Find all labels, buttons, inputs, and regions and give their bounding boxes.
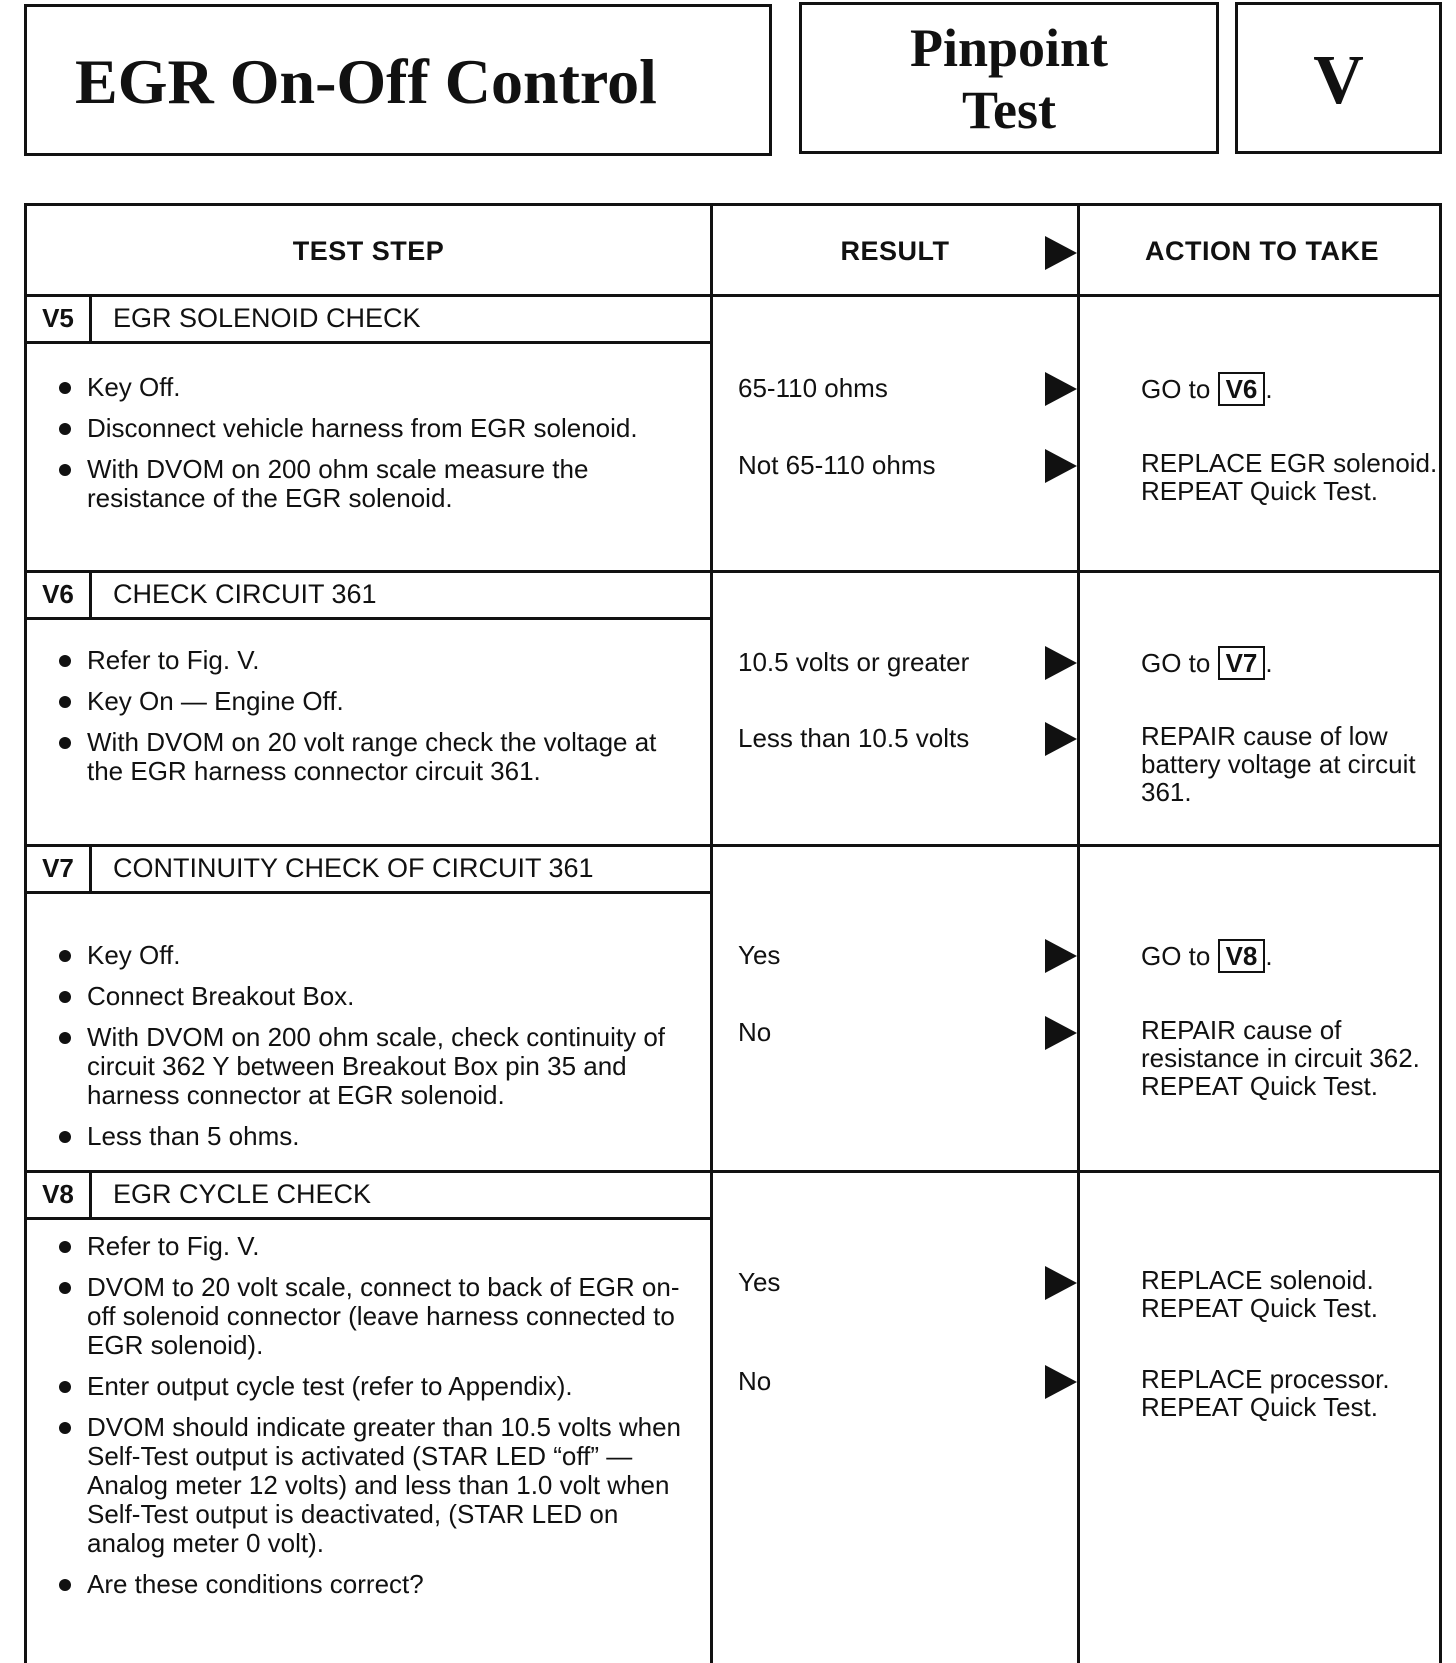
list-item: With DVOM on 200 ohm scale, check continuity of circuit 362 Y between Breakout Box pin 35 and harness connector at EGR solenoid. [57, 1023, 697, 1110]
column-header-action: ACTION TO TAKE [1145, 236, 1379, 266]
step-id: V6 [27, 571, 92, 617]
step-reference[interactable]: V6 [1218, 372, 1266, 406]
column-divider [710, 206, 713, 1663]
step-title: CHECK CIRCUIT 361 [113, 579, 377, 609]
list-item: Refer to Fig. V. [57, 1232, 697, 1261]
step-header [27, 571, 710, 620]
action-suffix: . [1265, 941, 1273, 971]
title-box [24, 4, 772, 156]
action-text [1141, 646, 1441, 680]
action-text: REPLACE solenoid. REPEAT Quick Test. [1141, 1265, 1378, 1323]
result-text: Not 65-110 ohms [738, 450, 936, 480]
list-item: Key Off. [57, 941, 697, 970]
step-header [27, 295, 710, 344]
result-text: Less than 10.5 volts [738, 723, 970, 753]
arrow-icon [1045, 646, 1077, 680]
step-header [27, 1171, 710, 1220]
step-title: CONTINUITY CHECK OF CIRCUIT 361 [113, 853, 594, 883]
test-type-label [802, 17, 1216, 141]
result-text: No [738, 1366, 772, 1396]
action-prefix: GO to [1141, 374, 1211, 404]
test-letter: V [1313, 42, 1364, 119]
test-type-box [799, 2, 1219, 154]
list-item: Refer to Fig. V. [57, 646, 697, 675]
action-text: REPAIR cause of low battery voltage at circuit 361. [1141, 721, 1416, 807]
result-text: 10.5 volts or greater [738, 647, 970, 677]
action-suffix: . [1265, 648, 1273, 678]
test-type-line2: Test [961, 80, 1057, 140]
action-text: REPLACE EGR solenoid. REPEAT Quick Test. [1141, 448, 1438, 506]
action-text [1141, 939, 1441, 973]
action-prefix: GO to [1141, 648, 1211, 678]
arrow-icon [1045, 1016, 1077, 1050]
list-item: With DVOM on 200 ohm scale measure the resistance of the EGR solenoid. [57, 455, 697, 513]
step-title: EGR CYCLE CHECK [113, 1179, 372, 1209]
arrow-icon [1045, 236, 1077, 270]
step-reference[interactable]: V8 [1218, 939, 1266, 973]
arrow-icon [1045, 372, 1077, 406]
step-id: V5 [27, 295, 92, 341]
list-item: Connect Breakout Box. [57, 982, 697, 1011]
action-prefix: GO to [1141, 941, 1211, 971]
step-header [27, 845, 710, 894]
result-text: Yes [738, 940, 781, 970]
column-header-result: RESULT [840, 236, 950, 266]
step-bullets [57, 941, 697, 1163]
page-title: EGR On-Off Control [75, 46, 657, 117]
list-item: Disconnect vehicle harness from EGR solenoid. [57, 414, 697, 443]
step-reference[interactable]: V7 [1218, 646, 1266, 680]
list-item: With DVOM on 20 volt range check the voltage at the EGR harness connector circuit 361. [57, 728, 697, 786]
list-item: Enter output cycle test (refer to Appendix). [57, 1372, 697, 1401]
list-item: Less than 5 ohms. [57, 1122, 697, 1151]
action-suffix: . [1265, 374, 1273, 404]
pinpoint-table [24, 203, 1442, 1663]
arrow-icon [1045, 939, 1077, 973]
arrow-icon [1045, 449, 1077, 483]
step-title: EGR SOLENOID CHECK [113, 303, 421, 333]
step-bullets [57, 646, 697, 798]
result-text: No [738, 1017, 772, 1047]
column-divider [1077, 206, 1080, 1663]
arrow-icon [1045, 1266, 1077, 1300]
result-text: 65-110 ohms [738, 373, 888, 403]
action-text: REPLACE processor. REPEAT Quick Test. [1141, 1364, 1390, 1422]
action-text [1141, 372, 1441, 406]
list-item: DVOM to 20 volt scale, connect to back of EGR on-off solenoid connector (leave harness connected to EGR solenoid). [57, 1273, 697, 1360]
list-item: Key On — Engine Off. [57, 687, 697, 716]
list-item: Are these conditions correct? [57, 1570, 697, 1599]
arrow-icon [1045, 1365, 1077, 1399]
test-letter-box [1235, 2, 1442, 154]
test-type-line1: Pinpoint [909, 18, 1109, 78]
arrow-icon [1045, 722, 1077, 756]
step-bullets [57, 373, 697, 525]
list-item: Key Off. [57, 373, 697, 402]
step-id: V7 [27, 845, 92, 891]
column-header-test-step: TEST STEP [292, 236, 445, 266]
step-bullets [57, 1232, 697, 1611]
list-item: DVOM should indicate greater than 10.5 volts when Self-Test output is activated (STAR LED “off” — Analog meter 12 volts) and less than 1.0 volt when Self-Test output is deactivated, (STAR LED on analog meter 0 volt). [57, 1413, 697, 1558]
step-id: V8 [27, 1171, 92, 1217]
result-text: Yes [738, 1267, 781, 1297]
action-text: REPAIR cause of resistance in circuit 362. REPEAT Quick Test. [1141, 1015, 1420, 1101]
